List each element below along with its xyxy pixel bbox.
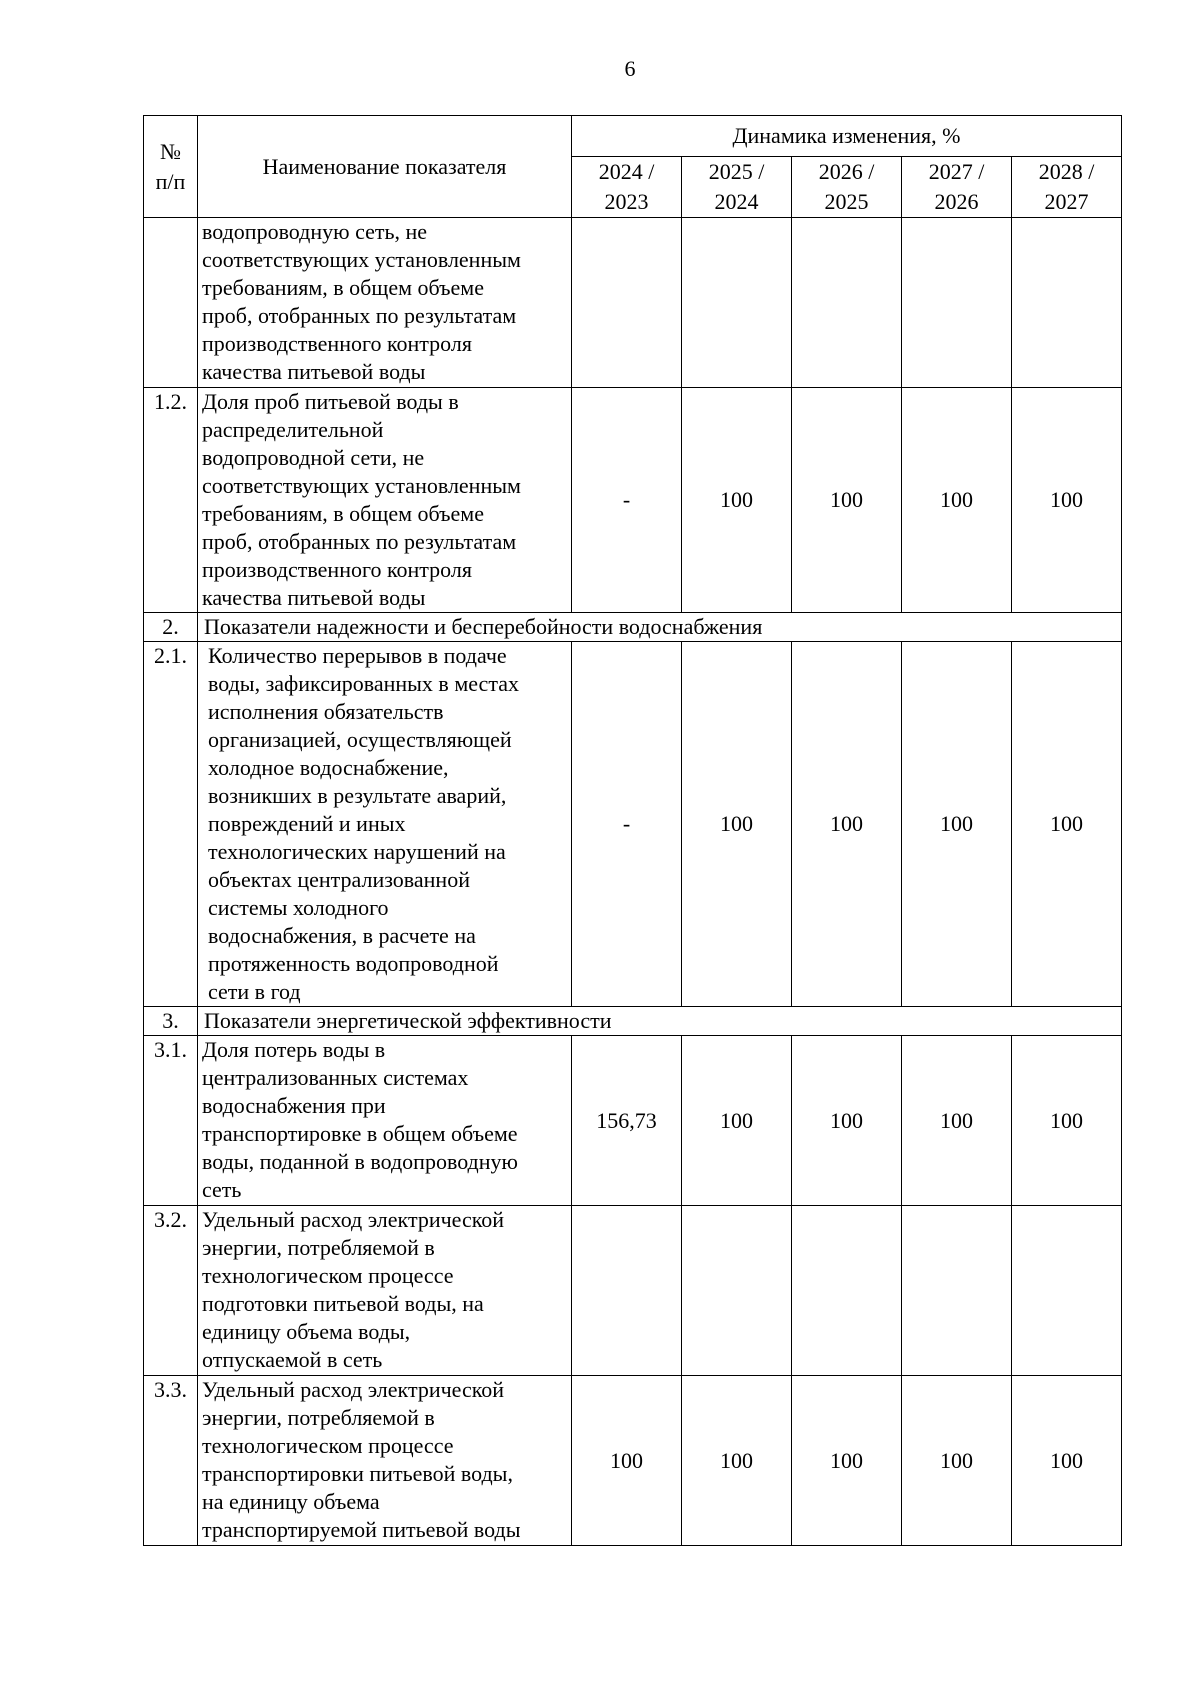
- value-cell: 100: [792, 1376, 902, 1546]
- indicator-name-line: сети в год: [208, 979, 301, 1004]
- table-row: [144, 218, 1122, 388]
- indicator-name-line: Количество перерывов в подаче: [208, 643, 507, 668]
- row-number: 2.: [144, 613, 198, 642]
- indicator-name-line: соответствующих установленным: [202, 473, 521, 498]
- value-cell: [902, 218, 1012, 388]
- indicator-name-line: требованиям, в общем объеме: [202, 501, 484, 526]
- indicator-name-line: проб, отобранных по результатам: [202, 529, 517, 554]
- indicator-name-line: отпускаемой в сеть: [202, 1347, 383, 1372]
- column-header-name: Наименование показателя: [198, 116, 572, 218]
- column-header-dynamics: Динамика изменения, %: [572, 116, 1122, 157]
- indicator-name-line: воды, зафиксированных в местах: [208, 671, 519, 696]
- indicator-name: [198, 1206, 572, 1376]
- value-cell: 100: [682, 388, 792, 613]
- section-row: [144, 1007, 1122, 1036]
- indicator-name: [198, 642, 572, 1007]
- indicator-name-line: энергии, потребляемой в: [202, 1235, 435, 1260]
- indicator-name-line: соответствующих установленным: [202, 247, 521, 272]
- year-top: 2027 /: [928, 159, 985, 184]
- table-row: [144, 1036, 1122, 1206]
- indicator-name-line: исполнения обязательств: [208, 699, 444, 724]
- value-cell: [792, 218, 902, 388]
- indicator-name-line: холодное водоснабжение,: [208, 755, 449, 780]
- row-number: 3.1.: [144, 1036, 198, 1206]
- indicator-name-line: требованиям, в общем объеме: [202, 275, 484, 300]
- indicator-name: [198, 218, 572, 388]
- table-row: [144, 388, 1122, 613]
- year-bottom: 2023: [604, 189, 649, 214]
- table-row: [144, 1206, 1122, 1376]
- year-bottom: 2025: [824, 189, 869, 214]
- row-number: [144, 218, 198, 388]
- year-bottom: 2024: [714, 189, 759, 214]
- indicator-name-line: технологическом процессе: [202, 1263, 454, 1288]
- indicator-name: [198, 388, 572, 613]
- section-title: Показатели энергетической эффективности: [198, 1007, 1122, 1036]
- indicator-name-line: водоснабжения при: [202, 1093, 386, 1118]
- number-symbol: №: [160, 138, 181, 164]
- indicator-name-line: водопроводной сети, не: [202, 445, 425, 470]
- indicator-name-line: Доля потерь воды в: [202, 1037, 386, 1062]
- value-cell: [572, 1206, 682, 1376]
- value-cell: [682, 218, 792, 388]
- indicator-name: [198, 1376, 572, 1546]
- column-header-year-1: [572, 157, 682, 218]
- year-top: 2028 /: [1038, 159, 1095, 184]
- indicator-name-line: водоснабжения, в расчете на: [208, 923, 476, 948]
- value-cell: 100: [902, 1376, 1012, 1546]
- indicator-name-line: на единицу объема: [202, 1489, 380, 1514]
- indicator-name-line: централизованных системах: [202, 1065, 469, 1090]
- value-cell: 100: [902, 388, 1012, 613]
- indicator-name-line: качества питьевой воды: [202, 585, 426, 610]
- value-cell: [902, 1206, 1012, 1376]
- year-top: 2025 /: [708, 159, 765, 184]
- value-cell: -: [572, 642, 682, 1007]
- indicator-name-line: распределительной: [202, 417, 384, 442]
- indicator-name-line: производственного контроля: [202, 331, 472, 356]
- year-top: 2026 /: [818, 159, 875, 184]
- value-cell: 100: [792, 642, 902, 1007]
- indicator-name-line: системы холодного: [208, 895, 389, 920]
- value-cell: 100: [572, 1376, 682, 1546]
- value-cell: 100: [902, 642, 1012, 1007]
- value-cell: 100: [792, 1036, 902, 1206]
- indicator-name-line: подготовки питьевой воды, на: [202, 1291, 484, 1316]
- indicator-name-line: объектах централизованной: [208, 867, 470, 892]
- column-header-year-2: [682, 157, 792, 218]
- indicator-name-line: технологическом процессе: [202, 1433, 454, 1458]
- table-header: [144, 116, 1122, 218]
- indicator-name-line: повреждений и иных: [208, 811, 406, 836]
- indicator-name-line: качества питьевой воды: [202, 359, 426, 384]
- row-number: 3.3.: [144, 1376, 198, 1546]
- value-cell: [1012, 218, 1122, 388]
- indicator-name-line: Удельный расход электрической: [202, 1377, 505, 1402]
- indicators-table: [143, 115, 1122, 1546]
- table-row: [144, 1376, 1122, 1546]
- value-cell: 100: [902, 1036, 1012, 1206]
- table-row: [144, 642, 1122, 1007]
- indicator-name-line: проб, отобранных по результатам: [202, 303, 517, 328]
- indicator-name-line: сеть: [202, 1177, 242, 1202]
- value-cell: [1012, 1206, 1122, 1376]
- value-cell: -: [572, 388, 682, 613]
- row-number: 1.2.: [144, 388, 198, 613]
- row-number: 2.1.: [144, 642, 198, 1007]
- year-bottom: 2026: [934, 189, 979, 214]
- indicator-name-line: производственного контроля: [202, 557, 472, 582]
- value-cell: 100: [1012, 1376, 1122, 1546]
- value-cell: [792, 1206, 902, 1376]
- row-number: 3.2.: [144, 1206, 198, 1376]
- value-cell: [572, 218, 682, 388]
- row-number: 3.: [144, 1007, 198, 1036]
- indicator-name-line: Удельный расход электрической: [202, 1207, 505, 1232]
- number-abbr: п/п: [155, 168, 186, 194]
- page-number: 6: [624, 56, 636, 81]
- value-cell: 100: [1012, 642, 1122, 1007]
- column-header-year-4: [902, 157, 1012, 218]
- year-top: 2024 /: [598, 159, 655, 184]
- value-cell: [682, 1206, 792, 1376]
- indicator-name: [198, 1036, 572, 1206]
- indicator-name-line: воды, поданной в водопроводную: [202, 1149, 518, 1174]
- indicator-name-line: организацией, осуществляющей: [208, 727, 512, 752]
- section-title: Показатели надежности и бесперебойности водоснабжения: [198, 613, 1122, 642]
- indicator-name-line: транспортировки питьевой воды,: [202, 1461, 513, 1486]
- indicator-name-line: транспортировке в общем объеме: [202, 1121, 518, 1146]
- indicator-name-line: Доля проб питьевой воды в: [202, 389, 459, 414]
- indicator-name-line: протяженность водопроводной: [208, 951, 499, 976]
- value-cell: 100: [682, 1036, 792, 1206]
- column-header-number: [144, 116, 198, 218]
- value-cell: 100: [682, 642, 792, 1007]
- section-row: [144, 613, 1122, 642]
- indicator-name-line: транспортируемой питьевой воды: [202, 1517, 521, 1542]
- indicator-name-line: возникших в результате аварий,: [208, 783, 507, 808]
- table-body: [144, 218, 1122, 1546]
- value-cell: 100: [1012, 1036, 1122, 1206]
- indicator-name-line: единицу объема воды,: [202, 1319, 411, 1344]
- value-cell: 100: [682, 1376, 792, 1546]
- value-cell: 100: [1012, 388, 1122, 613]
- value-cell: 156,73: [572, 1036, 682, 1206]
- year-bottom: 2027: [1044, 189, 1089, 214]
- value-cell: 100: [792, 388, 902, 613]
- indicator-name-line: водопроводную сеть, не: [202, 219, 428, 244]
- column-header-year-5: [1012, 157, 1122, 218]
- column-header-year-3: [792, 157, 902, 218]
- indicator-name-line: энергии, потребляемой в: [202, 1405, 435, 1430]
- indicator-name-line: технологических нарушений на: [208, 839, 506, 864]
